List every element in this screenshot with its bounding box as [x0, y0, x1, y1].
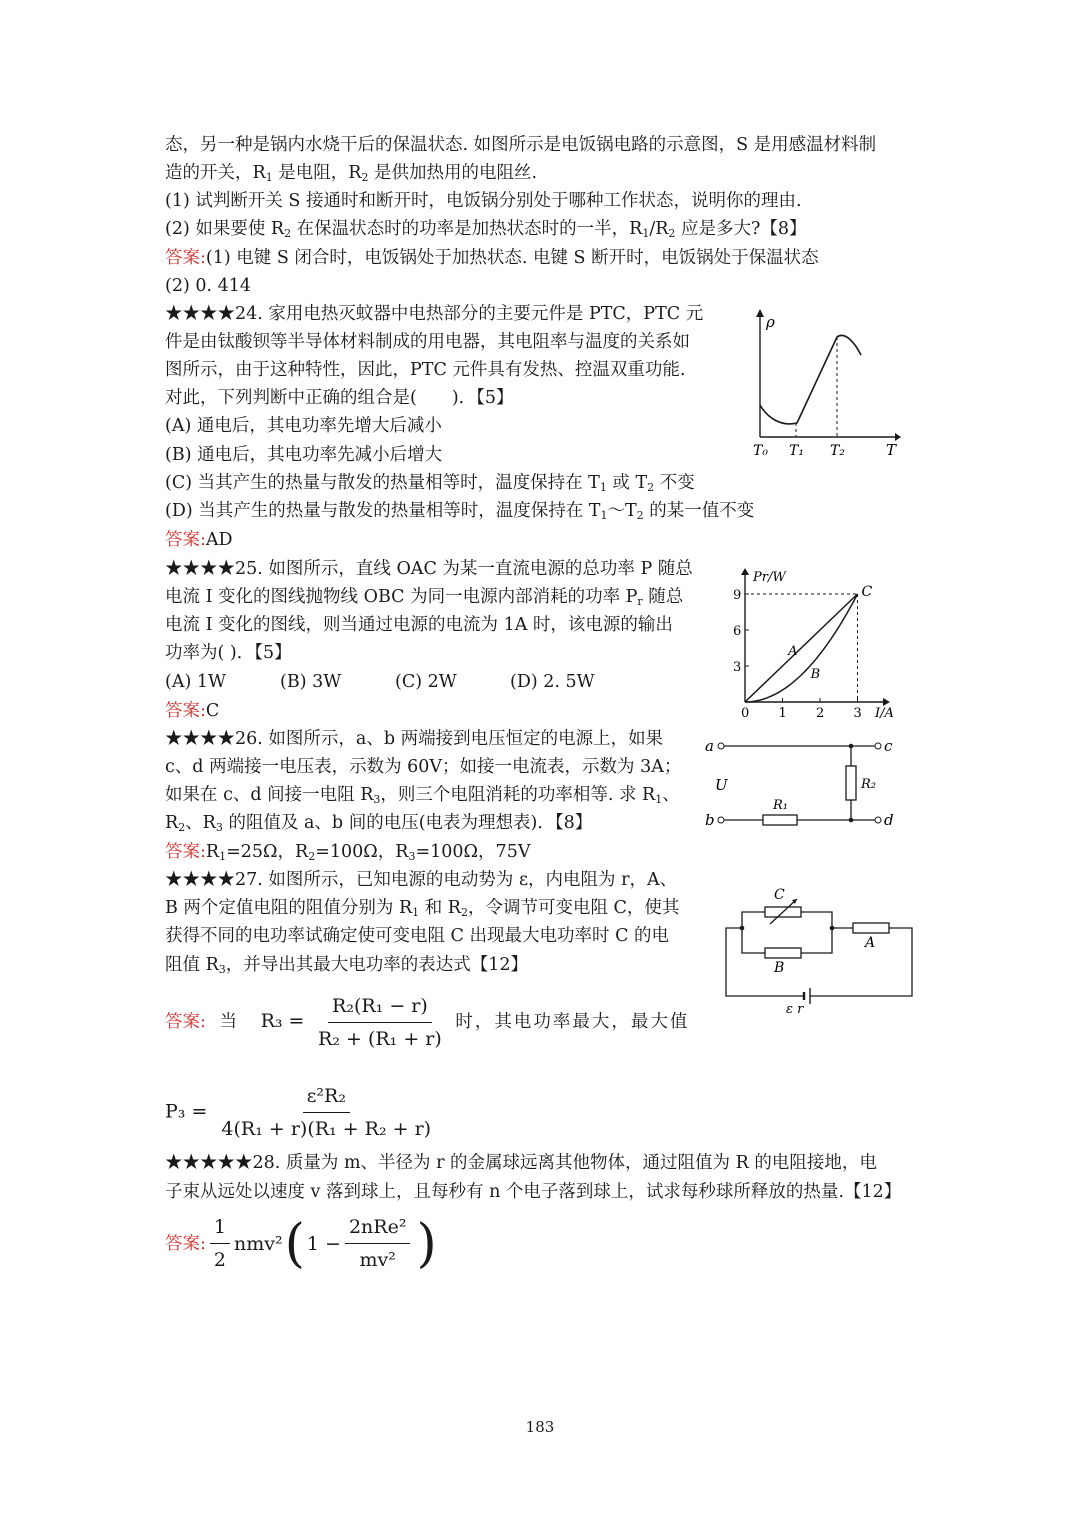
q26-circuit [703, 733, 903, 833]
q25-x-tick-label: 1 [778, 706, 787, 721]
answer-label: 答案: [165, 248, 206, 268]
q24-line-3: 图所示，由于这种特性，因此，PTC 元件具有发热、控温双重功能. [165, 360, 686, 380]
q27-circuit [720, 883, 920, 1015]
q24-t1-label: T₁ [789, 443, 804, 459]
q24-line-4: 对此，下列判断中正确的组合是( )．【5】 [165, 388, 514, 408]
q27-branch-c-left [742, 912, 765, 928]
answer-label: 答案: [165, 530, 206, 550]
q26-answer: 答案$:R_1=25\Omega$，$R_2=100\Omega$，$R_3=100\Omega$，75V [165, 842, 531, 863]
q27-r3-fraction [314, 992, 446, 1053]
q25-label-C: C [861, 584, 873, 600]
q25-option-d: (D) 2. 5W [510, 672, 595, 692]
q27-c-label: C [774, 887, 785, 903]
q24-answer: 答案:AD [165, 530, 233, 550]
intro-part-1: (1) 试判断开关 S 接通时和断开时，电饭锅分别处于哪种工作状态，说明你的理由. [165, 191, 802, 211]
q27-er-label: ε r [786, 1002, 804, 1015]
q27-p3-fraction [217, 1082, 435, 1143]
q28-half-denominator: 2 [213, 1249, 226, 1271]
q27-p3-formula [165, 1082, 439, 1143]
q26-label-b: b [705, 811, 715, 829]
q28-half-numerator: 1 [210, 1213, 230, 1244]
q24-y-arrow [756, 309, 764, 317]
q26-r2-label: R₂ [861, 777, 876, 792]
q26-line-1: ★★★★26. 如图所示，a、b 两端接到电压恒定的电源上，如果 [165, 729, 664, 749]
q25-line-2: 电流 I 变化的图线抛物线 OBC 为同一电源内部消耗的功率 $P_r$ 随总 [165, 587, 684, 608]
q28-answer-mid: nmv² [234, 1232, 283, 1255]
q26-resistor-r2 [846, 766, 856, 800]
q25-x-label: I/A [875, 706, 894, 721]
q25-line-3: 电流 I 变化的图线，则当通过电源的电流为 1A 时，该电源的输出 [165, 615, 673, 635]
q24-x-arrow [895, 433, 901, 441]
q24-option-d: (D) 当其产生的热量与散发的热量相等时，温度保持在 $T_1\sim T_2$ 的某一值不变 [165, 501, 755, 522]
q25-label-B: B [810, 667, 821, 682]
q27-p3-lhs: P₃ = [165, 1100, 208, 1123]
q25-x-arrow [883, 698, 890, 706]
q27-p3-numerator: ε²R₂ [303, 1082, 350, 1113]
q28-inner-fraction [345, 1213, 411, 1274]
q26-r1-label: R₁ [773, 798, 788, 813]
q24-line-2: 件是由钛酸钡等半导体材料制成的用电器，其电阻率与温度的关系如 [165, 332, 690, 352]
q25-y-arrow [741, 568, 749, 575]
q27-a-label: A [865, 935, 876, 951]
q25-label-A: A [788, 644, 798, 660]
q27-answer-tail: 时，其电功率最大，最大值 [455, 1012, 690, 1032]
q27-answer [165, 992, 689, 1053]
q25-y-tick-label: 3 [733, 660, 742, 675]
q27-r3-denominator: R₂ + (R₁ + r) [318, 1028, 442, 1050]
q25-x-tick-label: 0 [741, 706, 750, 721]
answer-label: 答案: [165, 1233, 206, 1254]
q27-branch-c-right [801, 912, 832, 928]
page-number: 183 [525, 1418, 555, 1436]
q26-terminal-c [875, 743, 881, 749]
q28-answer [165, 1213, 437, 1274]
q26-line-4: $R_2$、$R_3$ 的阻值及 a、b 间的电压(电表为理想表)．【8】 [165, 813, 593, 834]
q26-label-c: c [884, 737, 893, 755]
intro-line-1: 态，另一种是锅内水烧干后的保温状态. 如图所示是电饭锅电路的示意图，S 是用感温材料制 [165, 135, 877, 155]
q24-option-a: (A) 通电后，其电功率先增大后减小 [165, 416, 442, 436]
q26-label-a: a [705, 737, 714, 755]
answer-label: 答案: [165, 1012, 206, 1032]
q25-options [165, 668, 595, 696]
q27-resistor-a [853, 923, 889, 933]
q24-y-label: ρ [766, 313, 775, 331]
q26-resistor-r1 [763, 815, 797, 825]
q27-line-1: ★★★★27. 如图所示，已知电源的电动势为 ε，内电阻为 r，A、 [165, 870, 678, 890]
q24-t0-label: T₀ [753, 443, 768, 459]
answer-label: 答案: [165, 701, 206, 721]
q27-line-3: 获得不同的电功率试确定使可变电阻 C 出现最大电功率时 C 的电 [165, 926, 670, 946]
q27-answer-when: 当 [219, 1012, 237, 1032]
intro-answer: 答案:(1) 电键 S 闭合时，电饭锅处于加热状态. 电键 S 断开时，电饭锅处于保温状态 [165, 248, 819, 268]
intro-part-2: (2) 如果要使 $R_2$ 在保温状态时的功率是加热状态时的一半，$R_1/R_2$ 应是多大?【8】 [165, 219, 807, 240]
q24-option-c: (C) 当其产生的热量与散发的热量相等时，温度保持在 $T_1$ 或 $T_2$ 不变 [165, 473, 695, 494]
q24-curve [760, 335, 861, 423]
q25-y-tick-label: 9 [733, 588, 742, 603]
intro-answer-2: (2) 0. 414 [165, 276, 252, 296]
q28-line-2: 子束从远处以速度 v 落到球上，且每秒有 n 个电子落到球上，试求每秒球所释放的热量.【12】 [165, 1182, 902, 1202]
q24-resistivity-graph [745, 305, 905, 465]
q27-right-loop-wire [810, 928, 912, 996]
q28-half-fraction [210, 1213, 230, 1274]
q25-y-tick-label: 6 [733, 624, 742, 639]
answer-label: 答案: [165, 842, 206, 862]
q25-x-tick-label: 2 [816, 706, 825, 721]
q25-answer: 答案:C [165, 701, 220, 721]
q26-terminal-a [718, 743, 724, 749]
q27-line-2: B 两个定值电阻的阻值分别为 $R_1$ 和 $R_2$，令调节可变电阻 C，使其 [165, 898, 680, 919]
q25-option-a: (A) 1W [165, 672, 226, 692]
q27-answer-r3: R₃ = [260, 1010, 305, 1032]
q27-left-loop-wire [726, 928, 804, 996]
q24-x-label: T [886, 441, 897, 459]
q27-resistor-b [765, 948, 801, 958]
q27-branch-b-right [801, 928, 832, 953]
q24-line-1: ★★★★24. 家用电热灭蚊器中电热部分的主要元件是 PTC，PTC 元 [165, 304, 704, 324]
q25-x-tick-label: 3 [853, 706, 862, 721]
q26-junction-bottom [849, 818, 854, 823]
q25-line-1: ★★★★25. 如图所示，直线 OAC 为某一直流电源的总功率 P 随总 [165, 559, 693, 579]
q28-inner-numerator: 2nRe² [345, 1213, 411, 1244]
q25-power-chart [725, 565, 905, 723]
q27-branch-b-left [742, 928, 765, 953]
q26-line-2: c、d 两端接一电压表，示数为 60V；如接一电流表，示数为 3A； [165, 757, 682, 777]
intro-line-2: 造的开关，$R_1$ 是电阻，$R_2$ 是供加热用的电阻丝. [165, 163, 538, 184]
q26-label-u: U [715, 776, 728, 794]
q26-terminal-d [875, 817, 881, 823]
q26-terminal-b [718, 817, 724, 823]
q28-right-paren: ) [416, 1213, 437, 1274]
q27-line-4: 阻值 $R_3$，并导出其最大电功率的表达式【12】 [165, 955, 529, 976]
q27-r3-numerator: R₂(R₁ − r) [328, 992, 432, 1023]
q26-line-3: 如果在 c、d 间接一电阻 $R_3$，则三个电阻消耗的功率相等. 求 $R_1$、 [165, 785, 680, 806]
q25-line-4: 功率为( )．【5】 [165, 643, 292, 663]
q28-line-1: ★★★★★28. 质量为 m、半径为 r 的金属球远离其他物体，通过阻值为 R 的电阻接地，电 [165, 1153, 877, 1173]
q25-series-A [745, 594, 858, 702]
q28-inner-denominator: mv² [359, 1249, 396, 1271]
q28-paren-lead: 1 − [306, 1232, 341, 1255]
q27-p3-denominator: 4(R₁ + r)(R₁ + R₂ + r) [221, 1118, 432, 1140]
q25-y-label: Pr/W [753, 570, 786, 585]
q27-b-label: B [774, 960, 785, 976]
q25-option-b: (B) 3W [280, 672, 342, 692]
q26-label-d: d [884, 811, 894, 829]
q25-option-c: (C) 2W [395, 672, 457, 692]
q28-left-paren: ( [284, 1213, 305, 1274]
q24-t2-label: T₂ [830, 443, 845, 459]
q24-option-b: (B) 通电后，其电功率先减小后增大 [165, 445, 443, 465]
